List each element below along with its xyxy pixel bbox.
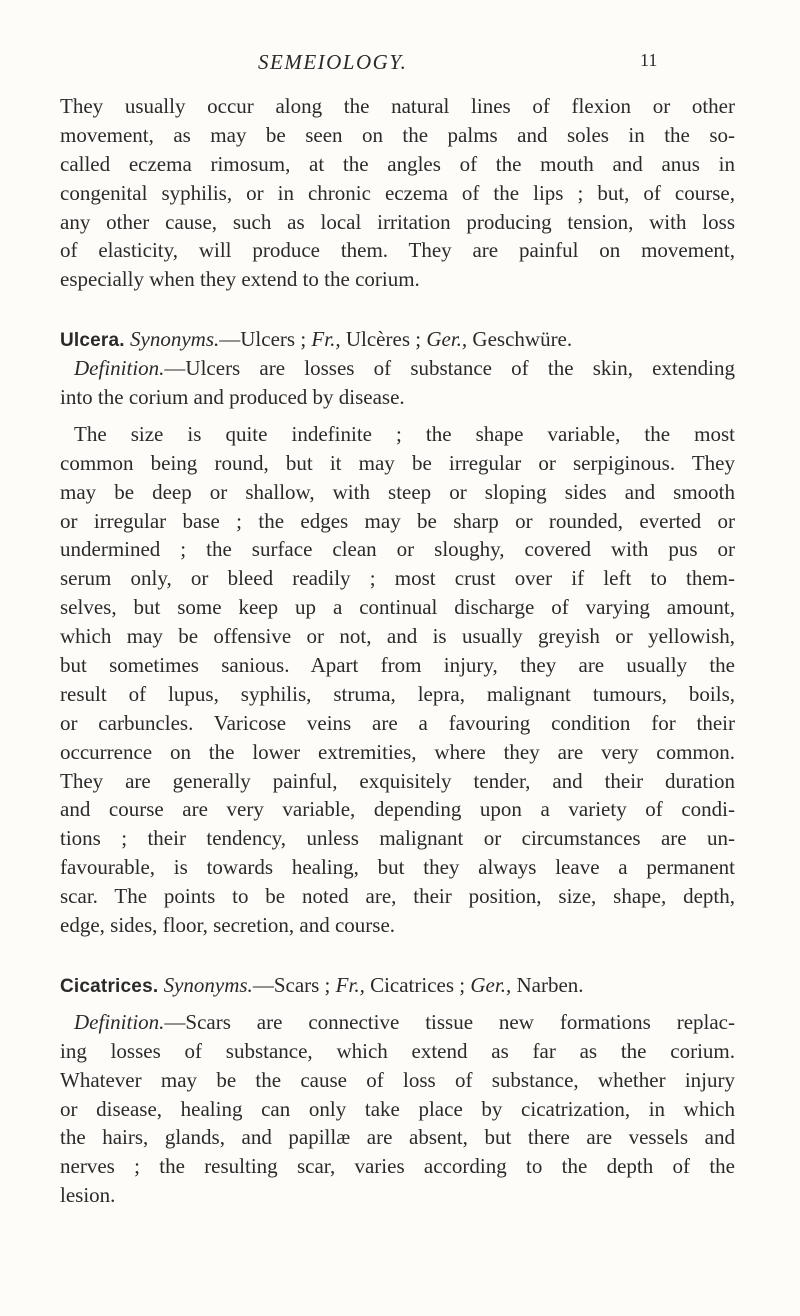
text-line: and course are very variable, depending upon a variety of condi- [60,797,735,822]
synonyms-text: —Ulcers ; [219,327,312,352]
text-line: which may be offensive or not, and is usually greyish or yellowish, [60,624,735,649]
text-line: tions ; their tendency, unless malignant or circumstances are un- [60,826,735,851]
text-line: or irregular base ; the edges may be sharp or rounded, everted or [60,508,735,533]
synonyms-label: Synonyms. [130,327,220,352]
text-line: movement, as may be seen on the palms and soles in the so- [60,122,735,147]
cicatrices-section [60,971,735,1210]
text-line: congenital syphilis, or in chronic eczema of the lips ; but, of course, [60,180,735,205]
cicatrices-heading: Cicatrices. [60,975,159,997]
text-line: occurrence on the lower extremities, where they are very common. [60,739,735,764]
page-number: 11 [640,50,658,70]
text-line: of elasticity, will produce them. They are painful on movement, [60,238,735,263]
text-line: any other cause, such as local irritation producing tension, with loss [60,209,735,234]
ulcera-definition-line [60,354,735,383]
definition-label: Definition. [74,356,165,381]
section-gap [60,294,735,325]
fr-text: Cicatrices ; [364,972,471,997]
text-line: The size is quite indefinite ; the shape variable, the most [74,421,735,446]
text-line: Whatever may be the cause of loss of substance, whether injury [60,1067,735,1092]
ger-label: Ger., [470,972,512,997]
section-gap [60,940,735,971]
text-line: called eczema rimosum, at the angles of the mouth and anus in [60,151,735,176]
text-line: result of lupus, syphilis, struma, lepra, malignant tumours, boils, [60,681,735,706]
running-title: SEMEIOLOGY. [258,50,408,74]
fr-text: Ulcères ; [340,327,427,352]
definition-label: Definition. [74,1009,165,1034]
text-line: edge, sides, floor, secretion, and course. [60,913,396,938]
fr-label: Fr., [335,972,365,997]
intro-paragraph [60,92,735,294]
definition-text: —Ulcers are losses of substance of the skin, extending [164,356,735,381]
text-line: serum only, or bleed readily ; most crust over if left to them- [60,566,735,591]
definition-text: —Scars are connective tissue new formations replac- [164,1009,735,1034]
text-line: favourable, is towards healing, but they always leave a permanent [60,855,735,880]
synonyms-text: —Scars ; [252,972,336,997]
ulcera-heading: Ulcera. [60,330,125,352]
text-line: ing losses of substance, which extend as far as the corium. [60,1038,735,1063]
text-line: undermined ; the surface clean or sloughy, covered with pus or [60,537,735,562]
ger-label: Ger., [426,327,468,352]
ger-text: Narben. [511,972,584,997]
ulcera-synonyms-line [60,325,735,354]
text-line: nerves ; the resulting scar, varies according to the depth of the [60,1154,735,1179]
text-line: common being round, but it may be irregular or serpiginous. They [60,450,735,475]
cicatrices-synonyms-line [60,971,735,1000]
ulcera-section [60,325,735,940]
text-line: but sometimes sanious. Apart from injury, they are usually the [60,653,735,678]
text-line: the hairs, glands, and papillæ are absent, but there are vessels and [60,1125,735,1150]
text-line: especially when they extend to the corium. [60,267,420,292]
text-line: or disease, healing can only take place by cicatrization, in which [60,1096,735,1121]
text-line: into the corium and produced by disease. [60,385,405,410]
ger-text: Geschwüre. [467,327,573,352]
body-text [60,92,735,1210]
text-line: They are generally painful, exquisitely tender, and their duration [60,768,735,793]
text-line: may be deep or shallow, with steep or sloping sides and smooth [60,479,735,504]
text-line: selves, but some keep up a continual discharge of varying amount, [60,595,735,620]
synonyms-label: Synonyms. [163,972,253,997]
running-head [0,50,800,80]
text-line: scar. The points to be noted are, their position, size, shape, depth, [60,884,735,909]
text-line: lesion. [60,1183,116,1208]
text-line: They usually occur along the natural lines of flexion or other [60,94,735,118]
text-line: or carbuncles. Varicose veins are a favouring condition for their [60,710,735,735]
cicatrices-definition-line [60,1008,735,1037]
fr-label: Fr., [311,327,341,352]
